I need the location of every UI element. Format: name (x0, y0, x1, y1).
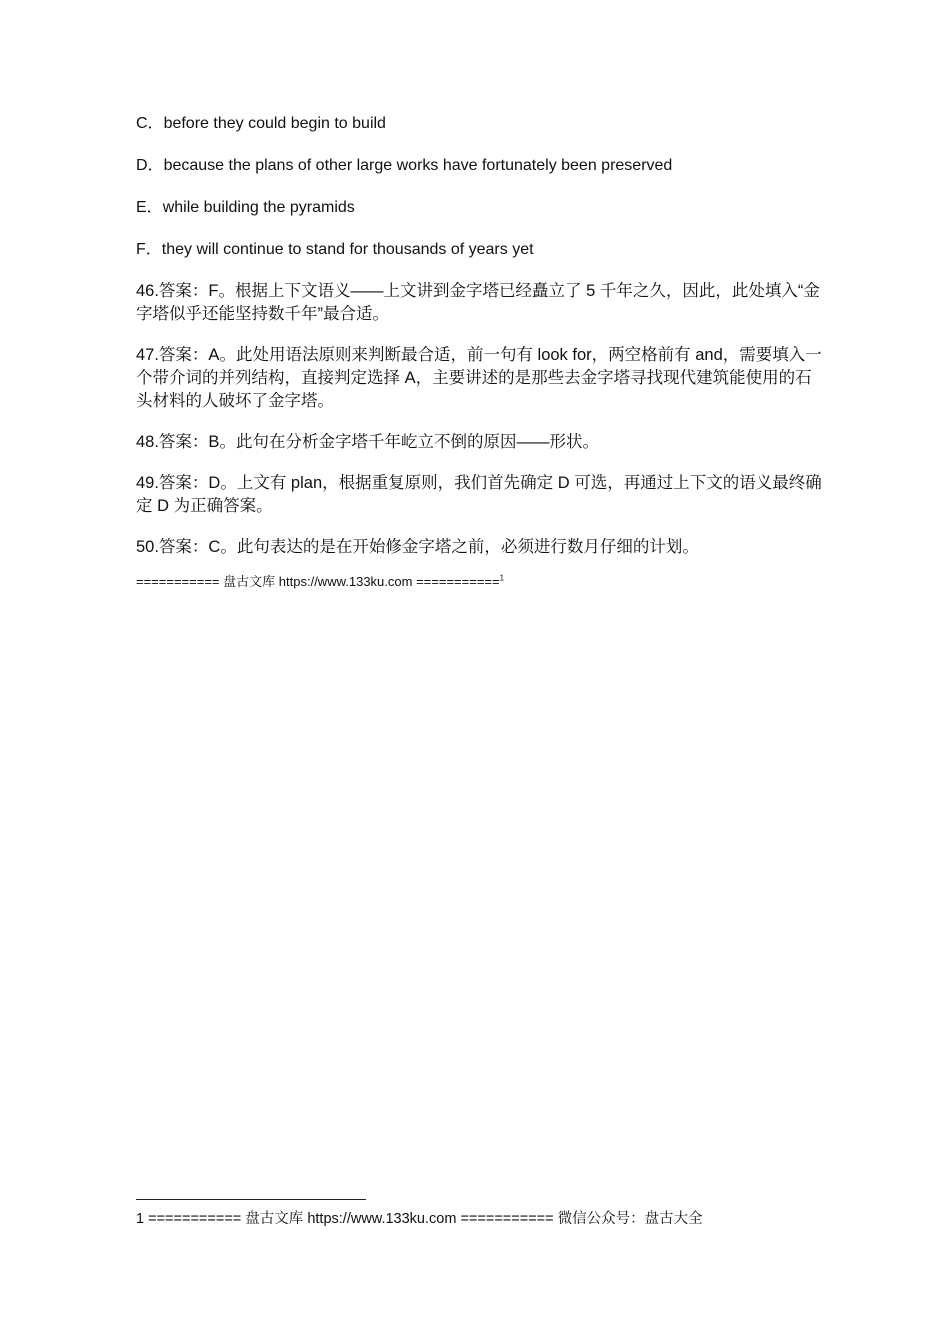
answer-49: 49.答案：D。上文有 plan，根据重复原则，我们首先确定 D 可选，再通过上下文的语义最终确定 D 为正确答案。 (136, 474, 822, 515)
footnote-right: =========== (460, 1211, 554, 1227)
answer-48: 48.答案：B。此句在分析金字塔千年屹立不倒的原因——形状。 (136, 433, 599, 451)
separator-url[interactable]: https://www.133ku.com (278, 574, 413, 589)
option-letter: F． (136, 241, 162, 258)
option-text: they will continue to stand for thousands of years yet (161, 241, 534, 258)
option-text: before they could begin to build (163, 115, 386, 132)
option-c (136, 112, 826, 136)
separator-right: =========== (416, 574, 500, 589)
footnote-site: 盘古文库 (245, 1211, 304, 1227)
footnote-wechat: 微信公众号：盘古大全 (557, 1211, 703, 1227)
answer-46: 46.答案：F。根据上下文语义——上文讲到金字塔已经矗立了 5 千年之久，因此，此处填入“金字塔似乎还能坚持数千年”最合适。 (136, 282, 820, 323)
footnote-reference[interactable]: 1 (499, 573, 505, 583)
answer-50: 50.答案：C。此句表达的是在开始修金字塔之前，必须进行数月仔细的计划。 (136, 538, 699, 556)
footnote (136, 1209, 703, 1229)
option-letter: C． (136, 115, 164, 132)
footnote-divider (136, 1199, 366, 1200)
option-text: because the plans of other large works have fortunately been preserved (163, 157, 673, 174)
separator-site: 盘古文库 (223, 575, 276, 590)
footnote-url[interactable]: https://www.133ku.com (307, 1211, 457, 1227)
option-d (136, 154, 826, 178)
page-content (136, 112, 826, 592)
option-f (136, 238, 826, 262)
separator-left: =========== (136, 574, 220, 589)
footnote-left: =========== (148, 1211, 242, 1227)
option-letter: D． (136, 157, 164, 174)
footnote-number: 1 (136, 1211, 145, 1227)
option-letter: E． (136, 199, 163, 216)
source-separator (136, 573, 826, 592)
answer-47: 47.答案：A。此处用语法原则来判断最合适，前一句有 look for，两空格前有 and，需要填入一个带介词的并列结构，直接判定选择 A，主要讲述的是那些去金字塔寻找现代建筑能使用的石头材料的人破坏了金字塔。 (136, 346, 822, 410)
option-e (136, 196, 826, 220)
option-text: while building the pyramids (162, 199, 355, 216)
